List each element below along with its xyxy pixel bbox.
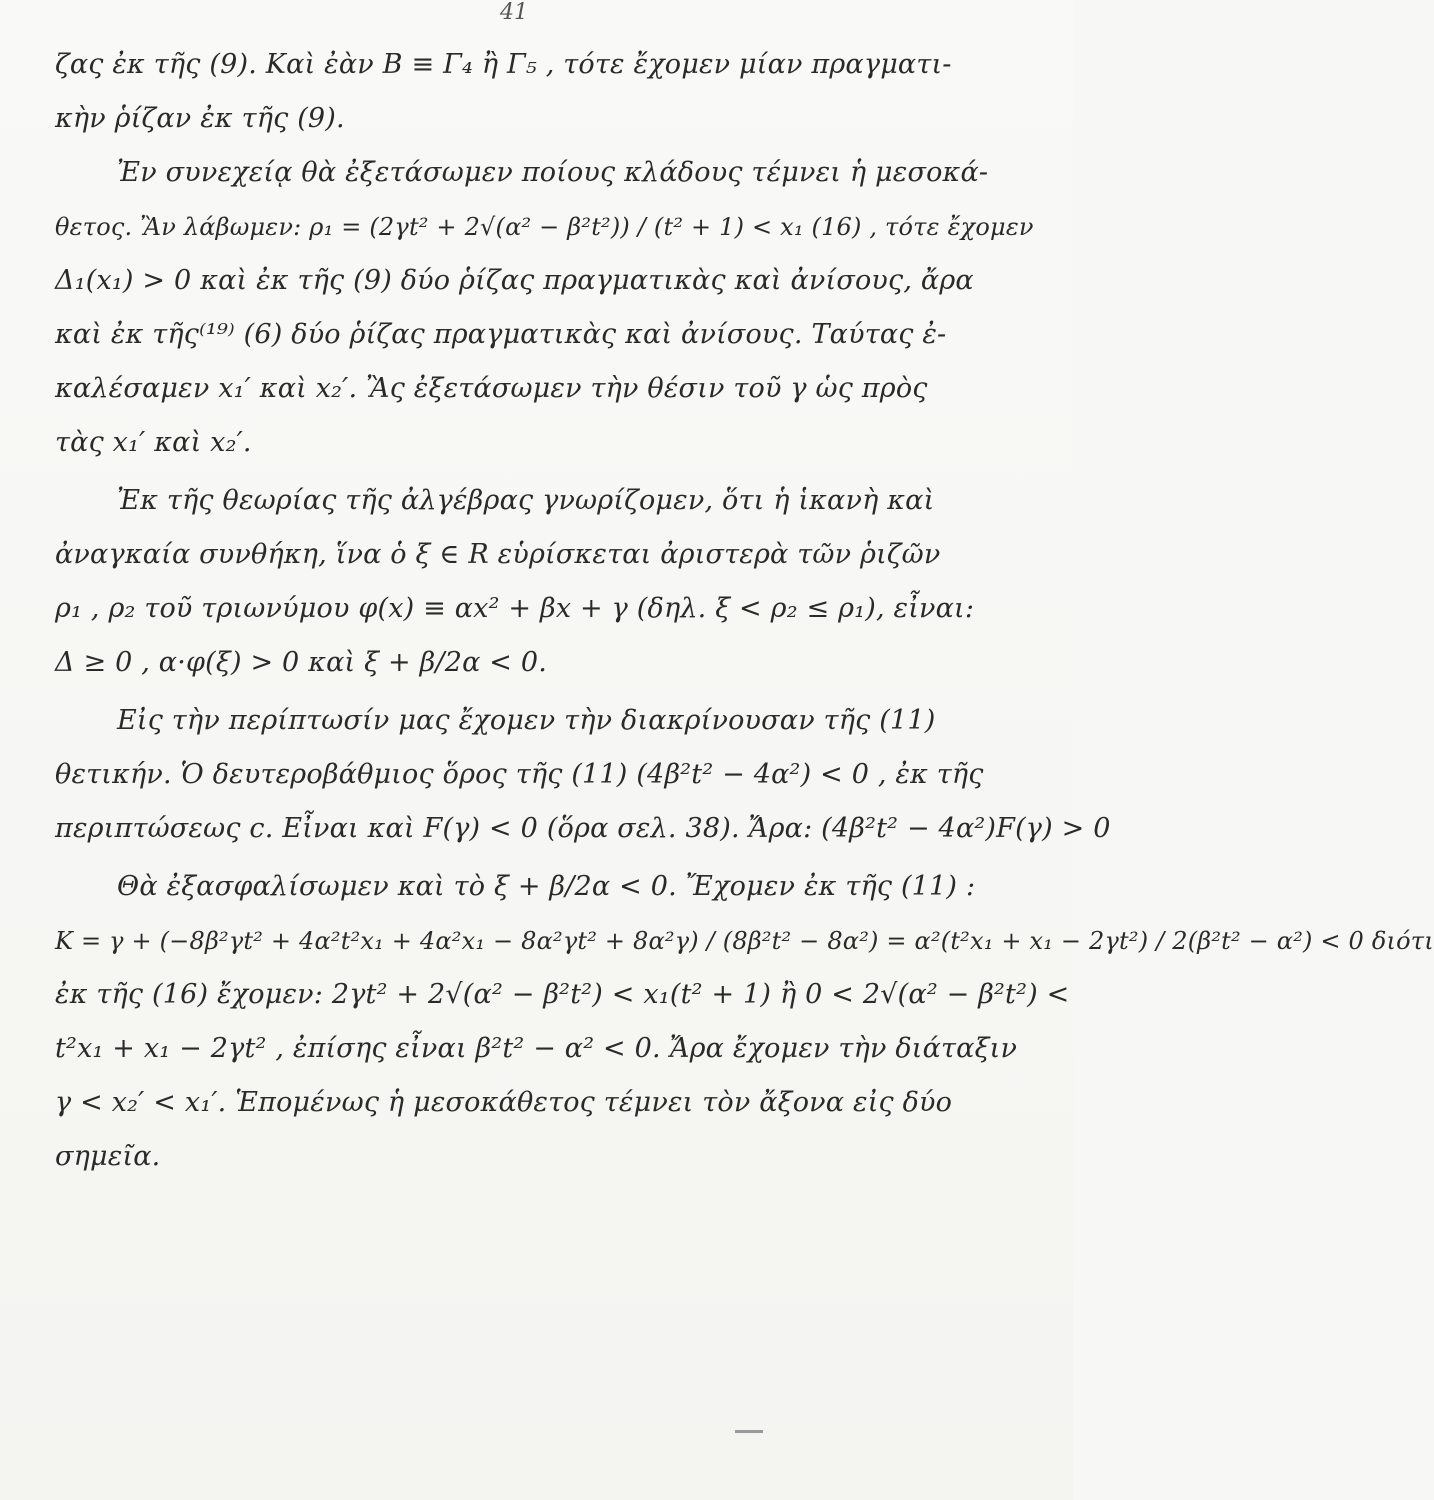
text-line: ἀναγκαία συνθήκη, ἵνα ὁ ξ ∈ R εὑρίσκεται ἀριστερὰ τῶν ῥιζῶν [55, 539, 941, 570]
manuscript-text [55, 38, 1434, 1184]
text-line: Δ₁(x₁) > 0 καὶ ἐκ τῆς (9) δύο ῥίζας πραγματικὰς καὶ ἀνίσους, ἄρα [55, 265, 974, 296]
text-line: θετος. Ἂν λάβωμεν: ρ₁ = (2γt² + 2√(α² − β²t²)) / (t² + 1) < x₁ (16) , τότε ἔχομεν [55, 213, 1034, 241]
text-line: t²x₁ + x₁ − 2γt² , ἐπίσης εἶναι β²t² − α² < 0. Ἄρα ἔχομεν τὴν διάταξιν [55, 1033, 1018, 1064]
text-line: Θὰ ἐξασφαλίσωμεν καὶ τὸ ξ + β/2α < 0. Ἔχομεν ἐκ τῆς (11) : [117, 871, 976, 902]
text-line: ρ₁ , ρ₂ τοῦ τριωνύμου φ(x) ≡ αx² + βx + γ (δηλ. ξ < ρ₂ ≤ ρ₁), εἶναι: [55, 593, 975, 624]
text-line: καὶ ἐκ τῆς⁽¹⁹⁾ (6) δύο ῥίζας πραγματικὰς καὶ ἀνίσους. Ταύτας ἐ- [55, 319, 947, 350]
text-line: ζας ἐκ τῆς (9). Καὶ ἐὰν B ≡ Γ₄ ἢ Γ₅ , τότε ἔχομεν μίαν πραγματι- [55, 49, 952, 80]
text-line: θετικήν. Ὁ δευτεροβάθμιος ὅρος τῆς (11) (4β²t² − 4α²) < 0 , ἐκ τῆς [55, 759, 984, 790]
text-line: καλέσαμεν x₁′ καὶ x₂′. Ἂς ἐξετάσωμεν τὴν θέσιν τοῦ γ ὡς πρὸς [55, 373, 928, 404]
text-line: περιπτώσεως c. Εἶναι καὶ F(γ) < 0 (ὅρα σελ. 38). Ἄρα: (4β²t² − 4α²)F(γ) > 0 [55, 813, 1111, 844]
text-line: Εἰς τὴν περίπτωσίν μας ἔχομεν τὴν διακρίνουσαν τῆς (11) [117, 705, 936, 736]
text-line: κὴν ῥίζαν ἐκ τῆς (9). [55, 103, 345, 134]
text-line: K = γ + (−8β²γt² + 4α²t²x₁ + 4α²x₁ − 8α²γt² + 8α²γ) / (8β²t² − 8α²) = α²(t²x₁ + x₁ − 2γt²) / 2(β²t² − α²) < 0 διότι [55, 927, 1434, 955]
text-line: γ < x₂′ < x₁′. Ἑπομένως ἡ μεσοκάθετος τέμνει τὸν ἄξονα εἰς δύο [55, 1087, 953, 1118]
pencil-dash-mark [735, 1430, 763, 1433]
text-line: σημεῖα. [55, 1141, 161, 1172]
page-number: 41 [500, 0, 528, 25]
text-line: Ἐκ τῆς θεωρίας τῆς ἀλγέβρας γνωρίζομεν, ὅτι ἡ ἱκανὴ καὶ [117, 485, 935, 516]
text-line: ἐκ τῆς (16) ἔχομεν: 2γt² + 2√(α² − β²t²) < x₁(t² + 1) ἢ 0 < 2√(α² − β²t²) < [55, 979, 1070, 1010]
text-line: Ἐν συνεχείᾳ θὰ ἐξετάσωμεν ποίους κλάδους τέμνει ἡ μεσοκά- [117, 157, 989, 188]
text-line: τὰς x₁′ καὶ x₂′. [55, 427, 252, 458]
text-line: Δ ≥ 0 , α·φ(ξ) > 0 καὶ ξ + β/2α < 0. [55, 647, 548, 678]
